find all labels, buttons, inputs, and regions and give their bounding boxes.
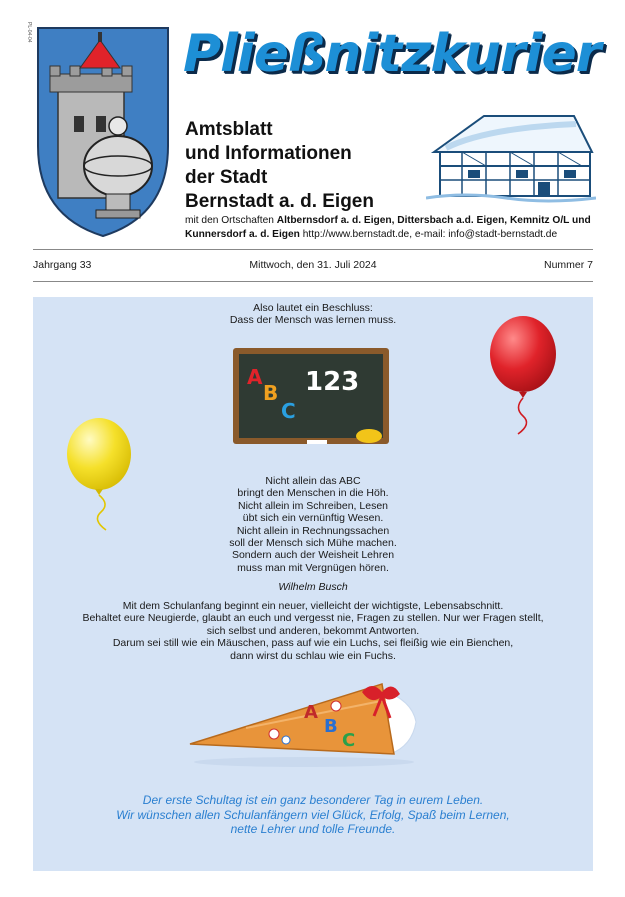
prose-line: Darum sei still wie ein Mäuschen, pass auf wie ein Luchs, sei fleißig wie ein Bienchen, — [112, 637, 514, 650]
prose-line: sich selbst und anderen, bekommt Antworten. — [206, 624, 420, 637]
subtitle-line: Bernstadt a. d. Eigen — [185, 191, 374, 212]
chalkboard-icon — [233, 348, 389, 452]
poem — [33, 475, 593, 574]
issue-volume: Jahrgang 33 — [33, 259, 92, 271]
contact-info: http://www.bernstadt.de, e-mail: info@stadt-bernstadt.de — [299, 229, 558, 240]
poem-author: Wilhelm Busch — [278, 581, 348, 593]
cone-letter-b: B — [324, 716, 338, 737]
wish-line: nette Lehrer und tolle Freunde. — [230, 822, 396, 837]
side-code: PL-04-04 — [26, 22, 32, 43]
poem-line: Nicht allein in Rechnungssachen — [236, 524, 390, 537]
issue-date: Mittwoch, den 31. Juli 2024 — [249, 259, 377, 271]
subtitle-line: Amtsblatt — [185, 119, 273, 140]
poem-line: übt sich ein vernünftig Wesen. — [242, 512, 384, 525]
school-cone-icon — [186, 670, 422, 770]
masthead-title: Pließnitzkurier — [183, 24, 601, 84]
issue-divider — [33, 281, 593, 282]
subtitle — [185, 118, 374, 214]
poem-line: Nicht allein das ABC — [265, 475, 361, 487]
coat-of-arms-icon — [36, 26, 170, 238]
prose-line: Behaltet eure Neugierde, glaubt an euch und vergesst nie, Fragen zu stellen. Nur wer Fragen stellt, — [82, 612, 544, 625]
subtitle-line: und Informationen — [185, 143, 352, 164]
wish-text — [33, 793, 593, 837]
districts-line — [185, 214, 597, 242]
districts-names: Altbernsdorf a. d. Eigen, Dittersbach a.d. Eigen, Kemnitz O/L und Kunnersdorf a. d. Eigen — [185, 215, 591, 240]
wish-line: Der erste Schultag ist ein ganz besonderer Tag in eurem Leben. — [142, 793, 484, 807]
issue-info — [33, 259, 593, 275]
poem-line: Nicht allein im Schreiben, Lesen — [238, 499, 388, 512]
chalk-letter-b: B — [263, 381, 279, 405]
wish-line: Wir wünschen allen Schulanfängern viel Glück, Erfolg, Spaß beim Lernen, — [116, 807, 510, 822]
issue-number: Nummer 7 — [543, 259, 593, 271]
poem-line: soll der Mensch sich Mühe machen. — [229, 537, 397, 550]
prose-text — [33, 600, 593, 662]
chalk-letter-c: C — [281, 399, 296, 423]
cone-letter-a: A — [304, 702, 318, 723]
chalk-letter-a: A — [247, 365, 263, 389]
districts-prefix: mit den Ortschaften — [185, 215, 277, 226]
poem-line: Sondern auch der Weisheit Lehren — [231, 549, 395, 562]
prose-line: dann wirst du schlau wie ein Fuchs. — [230, 649, 396, 662]
chalk-numbers: 123 — [305, 367, 360, 397]
prose-line: Mit dem Schulanfang beginnt ein neuer, vielleicht der wichtigste, Lebensabschnitt. — [122, 600, 504, 612]
intro-line: Dass der Mensch was lernen muss. — [229, 314, 397, 327]
poem-line: muss man mit Vergnügen hören. — [237, 561, 389, 574]
poem-line: bringt den Menschen in die Höh. — [237, 487, 389, 500]
cone-letter-c: C — [342, 730, 356, 751]
timber-house-icon — [426, 108, 596, 203]
red-balloon-icon — [486, 316, 560, 438]
subtitle-line: der Stadt — [185, 167, 268, 188]
intro-line: Also lautet ein Beschluss: — [253, 302, 373, 314]
header-divider — [33, 249, 593, 250]
